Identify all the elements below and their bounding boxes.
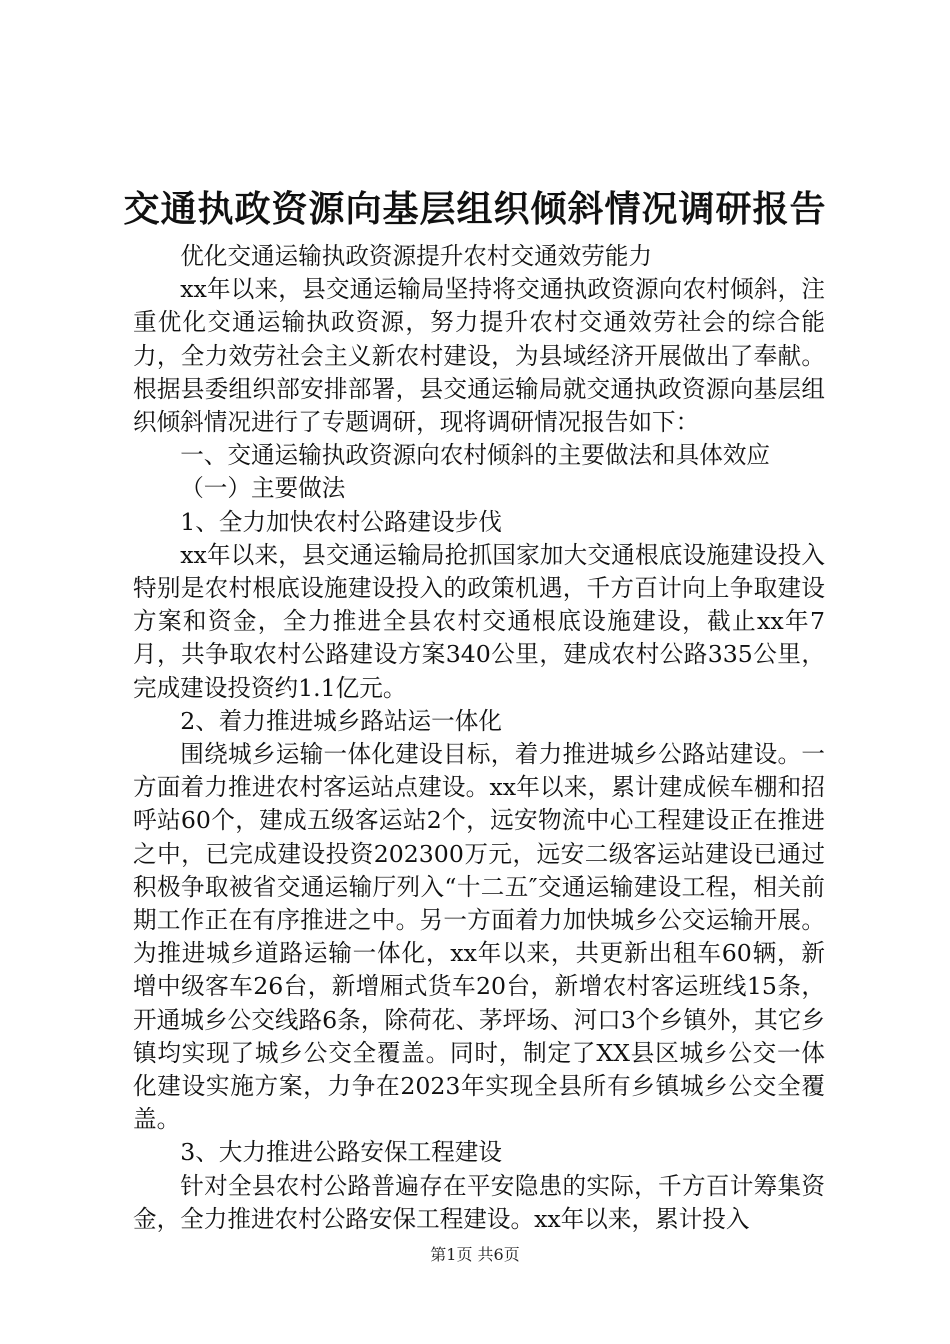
body-paragraph: 围绕城乡运输一体化建设目标，着力推进城乡公路站建设。一方面着力推进农村客运站点建设。xx年以来，累计建成候车棚和招呼站60个，建成五级客运站2个，远安物流中心工程建设正在推进之中，已完成建设投资202300万元，远安二级客运站建设已通过积极争取被省交通运输厅列入“十二五″交通运输建设工程，相关前期工作正在有序推进之中。另一方面着力加快城乡公交运输开展。为推进城乡道路运输一体化，xx年以来，共更新出租车60辆，新增中级客车26台，新增厢式货车20台，新增农村客运班线15条，开通城乡公交线路6条，除荷花、茅坪场、河口3个乡镇外，其它乡镇均实现了城乡公交全覆盖。同时，制定了XX县区城乡公交一体化建设实施方案，力争在2023年实现全县所有乡镇城乡公交全覆盖。 (133, 740, 825, 1134)
item-heading: 3、大力推进公路安保工程建设 (180, 1138, 502, 1167)
subtitle-paragraph: 优化交通运输执政资源提升农村交通效劳能力 (180, 242, 653, 270)
item-heading: 2、着力推进城乡路站运一体化 (180, 706, 502, 735)
document-title: 交通执政资源向基层组织倾斜情况调研报告 (123, 188, 827, 230)
intro-paragraph: xx年以来，县交通运输局坚持将交通执政资源向农村倾斜，注重优化交通运输执政资源，努力提升农村交通效劳社会的综合能力，全力效劳社会主义新农村建设，为县域经济开展做出了奉献。根据县委组织部安排部署，县交通运输局就交通执政资源向基层组织倾斜情况进行了专题调研，现将调研情况报告如下： (133, 275, 825, 437)
body-paragraph: xx年以来，县交通运输局抢抓国家加大交通根底设施建设投入特别是农村根底设施建设投入的政策机遇，千方百计向上争取建设方案和资金，全力推进全县农村交通根底设施建设，截止xx年7月，共争取农村公路建设方案340公里，建成农村公路335公里，完成建设投资约1.1亿元。 (133, 540, 825, 702)
page-number-footer: 第1页 共6页 (430, 1245, 520, 1264)
body-paragraph: 针对全县农村公路普遍存在平安隐患的实际，千方百计筹集资金，全力推进农村公路安保工程建设。xx年以来，累计投入 (133, 1171, 825, 1233)
section-heading: 一、交通运输执政资源向农村倾斜的主要做法和具体效应 (180, 441, 771, 470)
document-body (133, 240, 825, 1236)
subsection-heading: （一）主要做法 (180, 474, 346, 503)
item-heading: 1、全力加快农村公路建设步伐 (180, 507, 502, 536)
